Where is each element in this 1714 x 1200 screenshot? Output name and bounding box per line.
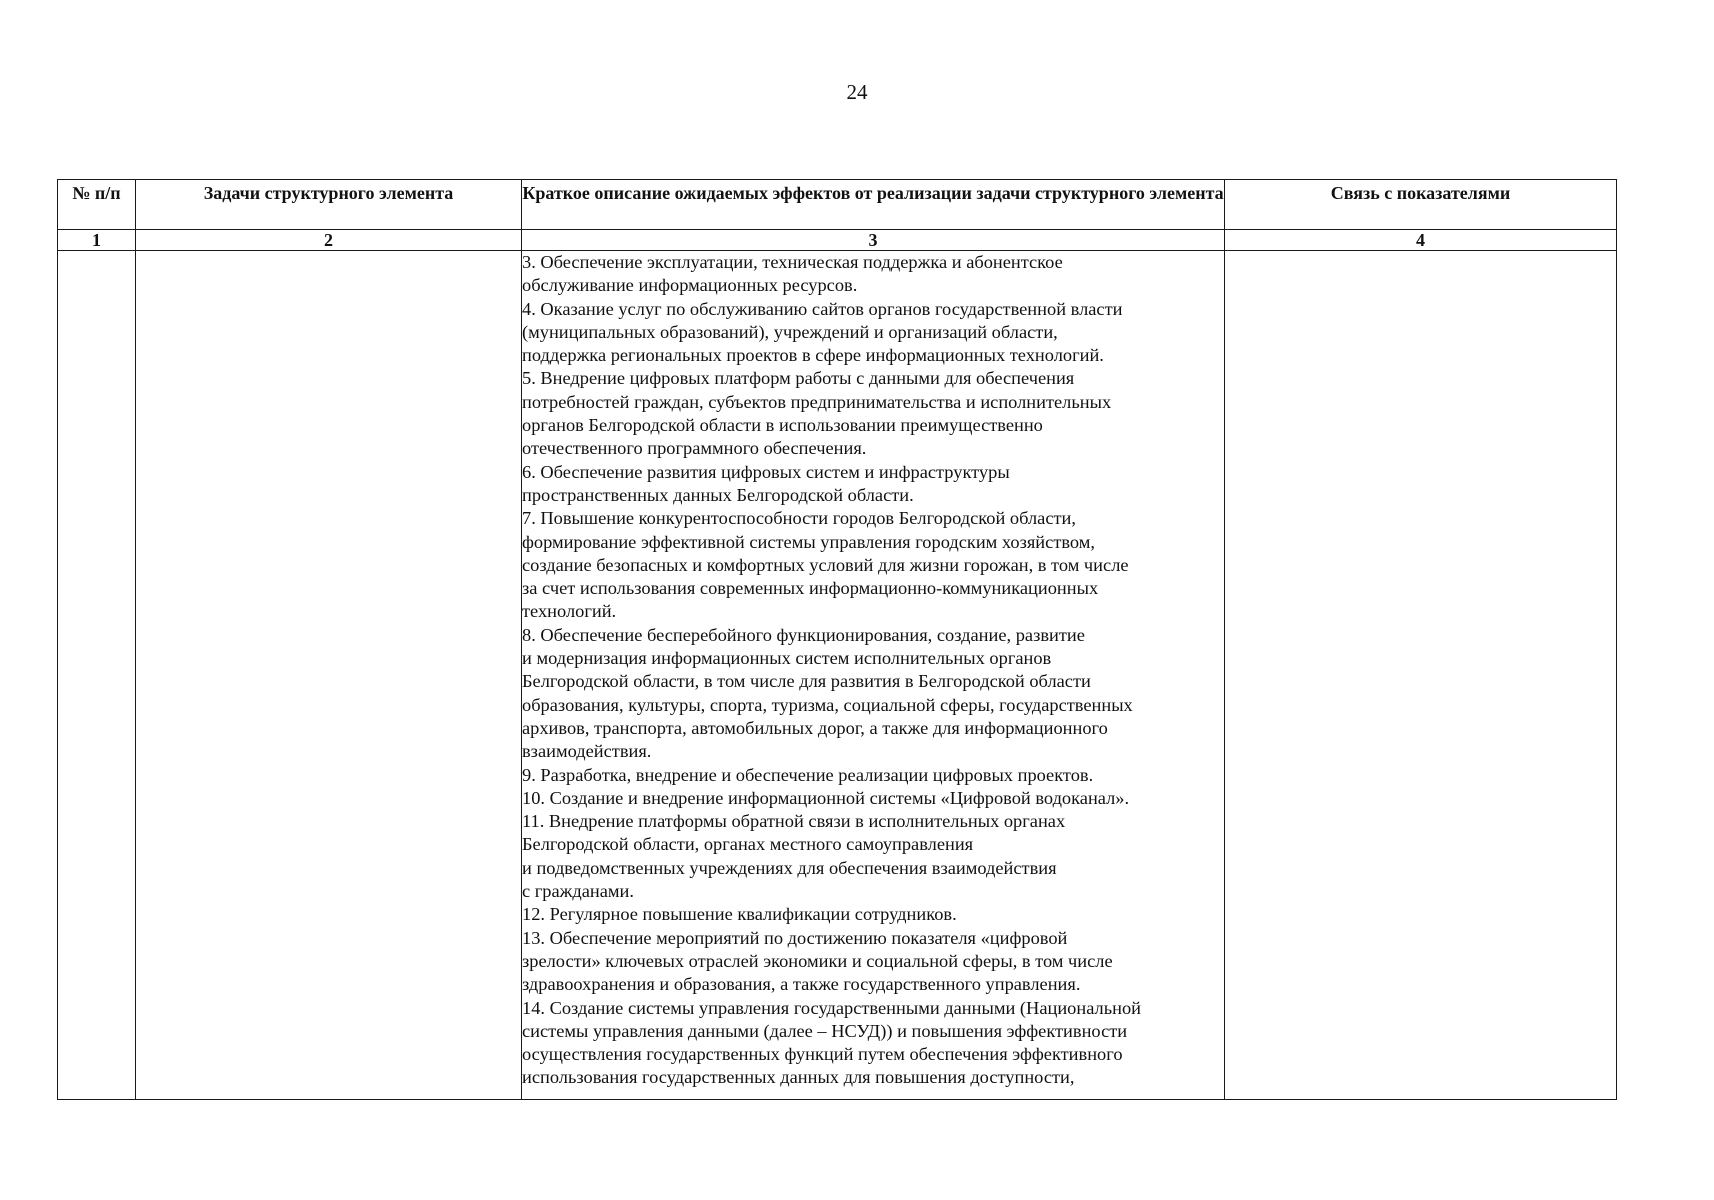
effects-line: зрелости» ключевых отраслей экономики и социальной сферы, в том числе xyxy=(522,950,1113,971)
column-number-2: 2 xyxy=(136,230,522,251)
page-number: 24 xyxy=(846,80,868,104)
effects-line: 5. Внедрение цифровых платформ работы с данными для обеспечения xyxy=(522,368,1075,389)
effects-line: формирование эффективной системы управления городским хозяйством, xyxy=(522,531,1095,552)
effects-line: потребностей граждан, субъектов предпринимательства и исполнительных xyxy=(522,391,1112,412)
effects-text xyxy=(522,251,1224,1090)
effects-line: взаимодействия. xyxy=(522,741,652,762)
header-indicators: Связь с показателями xyxy=(1225,180,1617,230)
header-effects: Краткое описание ожидаемых эффектов от реализации задачи структурного элемента xyxy=(522,180,1225,230)
effects-line: технологий. xyxy=(522,601,617,622)
row-number-cell xyxy=(58,251,136,1100)
column-number-row xyxy=(58,230,1617,251)
effects-line: здравоохранения и образования, а также государственного управления. xyxy=(522,974,1081,995)
effects-line: образования, культуры, спорта, туризма, социальной сферы, государственных xyxy=(522,694,1133,715)
header-number: № п/п xyxy=(58,180,136,230)
column-number-3: 3 xyxy=(522,230,1225,251)
effects-line: 12. Регулярное повышение квалификации сотрудников. xyxy=(522,904,957,925)
structural-element-table xyxy=(57,179,1617,1100)
effects-line: 4. Оказание услуг по обслуживанию сайтов органов государственной власти xyxy=(522,298,1123,319)
effects-line: осуществления государственных функций путем обеспечения эффективного xyxy=(522,1044,1123,1065)
effects-line: 7. Повышение конкурентоспособности городов Белгородской области, xyxy=(522,508,1076,529)
effects-line: архивов, транспорта, автомобильных дорог, а также для информационного xyxy=(522,717,1108,738)
header-tasks: Задачи структурного элемента xyxy=(136,180,522,230)
row-effects-cell xyxy=(522,251,1225,1100)
effects-line: 8. Обеспечение бесперебойного функционирования, создание, развитие xyxy=(522,624,1085,645)
effects-line: системы управления данными (далее – НСУД)) и повышения эффективности xyxy=(522,1020,1128,1041)
column-number-4: 4 xyxy=(1225,230,1617,251)
effects-line: 6. Обеспечение развития цифровых систем и инфраструктуры xyxy=(522,461,1010,482)
effects-line: (муниципальных образований), учреждений и организаций области, xyxy=(522,321,1058,342)
effects-line: создание безопасных и комфортных условий для жизни горожан, в том числе xyxy=(522,554,1129,575)
effects-line: использования государственных данных для повышения доступности, xyxy=(522,1067,1075,1088)
effects-line: и подведомственных учреждениях для обеспечения взаимодействия xyxy=(522,857,1057,878)
effects-line: отечественного программного обеспечения. xyxy=(522,438,867,459)
effects-line: и модернизация информационных систем исполнительных органов xyxy=(522,648,1052,669)
row-task-cell xyxy=(136,251,522,1100)
table-row xyxy=(58,251,1617,1100)
effects-line: 10. Создание и внедрение информационной системы «Цифровой водоканал». xyxy=(522,787,1130,808)
effects-line: 3. Обеспечение эксплуатации, техническая поддержка и абонентское xyxy=(522,252,1063,272)
effects-line: Белгородской области, в том числе для развития в Белгородской области xyxy=(522,671,1091,692)
effects-line: 14. Создание системы управления государственными данными (Национальной xyxy=(522,997,1141,1018)
row-indicators-cell xyxy=(1225,251,1617,1100)
effects-line: с гражданами. xyxy=(522,881,634,902)
effects-line: 9. Разработка, внедрение и обеспечение реализации цифровых проектов. xyxy=(522,764,1094,785)
effects-line: Белгородской области, органах местного самоуправления xyxy=(522,834,974,855)
effects-line: за счет использования современных информационно-коммуникационных xyxy=(522,578,1099,599)
effects-line: 11. Внедрение платформы обратной связи в исполнительных органах xyxy=(522,811,1066,832)
effects-line: пространственных данных Белгородской области. xyxy=(522,484,914,505)
effects-line: обслуживание информационных ресурсов. xyxy=(522,275,858,296)
effects-line: органов Белгородской области в использовании преимущественно xyxy=(522,415,1043,436)
effects-line: 13. Обеспечение мероприятий по достижению показателя «цифровой xyxy=(522,927,1068,948)
header-row xyxy=(58,180,1617,230)
effects-line: поддержка региональных проектов в сфере информационных технологий. xyxy=(522,345,1104,366)
column-number-1: 1 xyxy=(58,230,136,251)
